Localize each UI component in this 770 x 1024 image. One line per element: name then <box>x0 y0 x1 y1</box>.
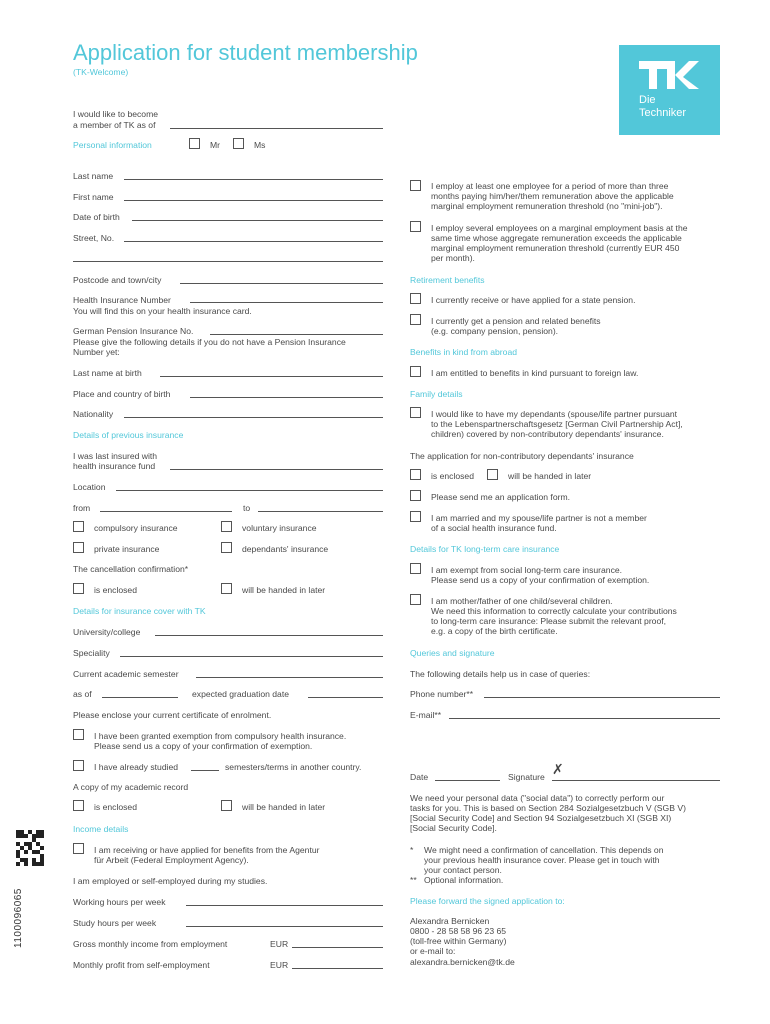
exempt-ltc-checkbox[interactable] <box>410 563 421 574</box>
ms-label: Ms <box>254 140 266 150</box>
married-label-2: of a social health insurance fund. <box>431 523 557 533</box>
university-label: University/college <box>73 627 141 637</box>
pension-related-label: I currently get a pension and related benefits <box>431 316 601 326</box>
contact-name: Alexandra Bernicken <box>410 916 490 926</box>
cancellation-later-label: will be handed in later <box>242 585 326 595</box>
section-personal-information: Personal information <box>73 140 152 150</box>
phone-field[interactable] <box>484 697 720 698</box>
parent-checkbox[interactable] <box>410 594 421 605</box>
cancellation-confirmation-label: The cancellation confirmation* <box>73 564 189 574</box>
location-field[interactable] <box>116 490 383 491</box>
compulsory-insurance-label: compulsory insurance <box>94 523 178 533</box>
record-later-label: will be handed in later <box>242 802 326 812</box>
send-form-label: Please send me an application form. <box>431 492 571 502</box>
gross-income-field[interactable] <box>292 947 383 948</box>
location-label: Location <box>73 482 106 492</box>
logo-line1: Die <box>639 94 656 106</box>
pension-related-checkbox[interactable] <box>410 314 421 325</box>
footnote-1-3: your contact person. <box>424 865 502 875</box>
already-studied-label: I have already studied <box>94 762 179 772</box>
street-label: Street, No. <box>73 233 115 243</box>
mr-label: Mr <box>210 140 221 150</box>
last-insured-label-2: health insurance fund <box>73 461 156 471</box>
compulsory-insurance-checkbox[interactable] <box>73 521 84 532</box>
dependants-label: I would like to have my dependants (spouse/life partner pursuant <box>431 409 678 419</box>
street-field-2[interactable] <box>73 261 383 262</box>
data-notice-3: [Social Security Code] and Section 94 Sozialgesetzbuch XI (SGB XI) <box>410 813 672 823</box>
mr-checkbox[interactable] <box>189 138 200 149</box>
pension-number-field[interactable] <box>210 334 383 335</box>
last-name-birth-field[interactable] <box>160 376 383 377</box>
employ-one-label-3: marginal employment remuneration threshold (no "mini-job"). <box>431 201 663 211</box>
gross-income-label: Gross monthly income from employment <box>73 939 228 949</box>
email-field[interactable] <box>449 718 720 719</box>
signature-label: Signature <box>508 772 545 782</box>
become-member-label-2: a member of TK as of <box>73 120 156 130</box>
cancellation-enclosed-label: is enclosed <box>94 585 137 595</box>
family-enclosed-checkbox[interactable] <box>410 469 421 480</box>
logo-line2: Techniker <box>639 107 687 119</box>
state-pension-label: I currently receive or have applied for a state pension. <box>431 295 636 305</box>
qr-code-icon <box>16 830 44 866</box>
entitled-abroad-label: I am entitled to benefits in kind pursuant to foreign law. <box>431 368 639 378</box>
tk-logo-icon <box>619 45 720 135</box>
to-field[interactable] <box>258 511 383 512</box>
employ-several-label: I employ several employees on a marginal employment basis at the <box>431 223 688 233</box>
cancellation-enclosed-checkbox[interactable] <box>73 583 84 594</box>
signature-field[interactable] <box>552 780 720 781</box>
academic-record-label: A copy of my academic record <box>73 782 189 792</box>
ms-checkbox[interactable] <box>233 138 244 149</box>
tk-logo <box>619 45 720 135</box>
footnote-1-2: your previous health insurance cover. Please get in touch with <box>424 855 660 865</box>
pension-hint: Please give the following details if you do not have a Pension Insurance <box>73 337 346 347</box>
working-hours-field[interactable] <box>186 905 383 906</box>
postcode-field[interactable] <box>180 283 383 284</box>
benefits-checkbox[interactable] <box>73 843 84 854</box>
exemption-label: I have been granted exemption from compulsory health insurance. <box>94 731 347 741</box>
data-notice-4: [Social Security Code]. <box>410 823 497 833</box>
gross-income-currency: EUR <box>270 939 289 949</box>
data-notice-2: tasks for you. This is based on Section 284 Sozialgesetzbuch V (SGB V) <box>410 803 686 813</box>
place-birth-field[interactable] <box>190 397 383 398</box>
section-income-details: Income details <box>73 824 129 834</box>
monthly-profit-label: Monthly profit from self-employment <box>73 960 210 970</box>
enrolment-note: Please enclose your current certificate of enrolment. <box>73 710 272 720</box>
to-label: to <box>243 503 251 513</box>
street-field[interactable] <box>124 241 383 242</box>
section-benefits-abroad: Benefits in kind from abroad <box>410 347 518 357</box>
record-enclosed-checkbox[interactable] <box>73 800 84 811</box>
parent-label-4: e.g. a copy of the birth certificate. <box>431 626 558 636</box>
pension-hint-2: Number yet: <box>73 347 120 357</box>
send-form-checkbox[interactable] <box>410 490 421 501</box>
date-of-birth-label: Date of birth <box>73 212 120 222</box>
footnote-2-mark: ** <box>410 875 417 885</box>
employ-several-checkbox[interactable] <box>410 221 421 232</box>
contact-phone: 0800 - 28 58 58 96 23 65 <box>410 926 507 936</box>
section-insurance-cover: Details for insurance cover with TK <box>73 606 206 616</box>
semester-label: Current academic semester <box>73 669 179 679</box>
section-queries-signature: Queries and signature <box>410 648 495 658</box>
nationality-label: Nationality <box>73 409 114 419</box>
semesters-count-field[interactable] <box>191 770 219 771</box>
study-hours-field[interactable] <box>186 926 383 927</box>
graduation-field[interactable] <box>308 697 383 698</box>
section-long-term-care: Details for TK long-term care insurance <box>410 544 560 554</box>
parent-label-3: to long-term care insurance: Please submit the relevant proof, <box>431 616 667 626</box>
last-name-birth-label: Last name at birth <box>73 368 142 378</box>
exempt-ltc-label-2: Please send us a copy of your confirmation of exemption. <box>431 575 650 585</box>
employ-one-label: I employ at least one employee for a period of more than three <box>431 181 669 191</box>
as-of-field[interactable] <box>102 697 178 698</box>
last-name-label: Last name <box>73 171 114 181</box>
footnote-1-mark: * <box>410 845 414 855</box>
page-subtitle: (TK-Welcome) <box>73 67 129 77</box>
date-label: Date <box>410 772 429 782</box>
pension-related-label-2: (e.g. company pension, pension). <box>431 326 559 336</box>
email-label: E-mail** <box>410 710 442 720</box>
dependants-label-3: children) covered by non-contributory dependants' insurance. <box>431 429 664 439</box>
place-birth-label: Place and country of birth <box>73 389 171 399</box>
as-of-label: as of <box>73 689 92 699</box>
from-field[interactable] <box>100 511 232 512</box>
benefits-label: I am receiving or have applied for benefits from the Agentur <box>94 845 320 855</box>
speciality-field[interactable] <box>120 656 383 657</box>
semester-field[interactable] <box>196 677 383 678</box>
postcode-label: Postcode and town/city <box>73 275 162 285</box>
contact-or: or e-mail to: <box>410 946 456 956</box>
health-insurance-number-label: Health Insurance Number <box>73 295 171 305</box>
section-retirement-benefits: Retirement benefits <box>410 275 485 285</box>
last-name-field[interactable] <box>124 179 383 180</box>
health-insurance-hint: You will find this on your health insurance card. <box>73 306 252 316</box>
married-label: I am married and my spouse/life partner is not a member <box>431 513 647 523</box>
monthly-profit-field[interactable] <box>292 968 383 969</box>
employ-one-label-2: months paying him/her/them remuneration above the applicable <box>431 191 674 201</box>
cancellation-later-checkbox[interactable] <box>221 583 232 594</box>
university-field[interactable] <box>155 635 383 636</box>
voluntary-insurance-label: voluntary insurance <box>242 523 317 533</box>
date-of-birth-field[interactable] <box>132 220 383 221</box>
family-enclosed-label: is enclosed <box>431 471 474 481</box>
data-notice: We need your personal data ("social data") to correctly perform our <box>410 793 665 803</box>
record-enclosed-label: is enclosed <box>94 802 137 812</box>
employ-several-label-3: marginal employment remuneration threshold (currently EUR 450 <box>431 243 680 253</box>
speciality-label: Speciality <box>73 648 110 658</box>
last-insured-field[interactable] <box>170 469 383 470</box>
from-label: from <box>73 503 91 513</box>
phone-label: Phone number** <box>410 689 474 699</box>
footnote-1: We might need a confirmation of cancellation. This depends on <box>424 845 664 855</box>
section-forward-application: Please forward the signed application to: <box>410 896 565 906</box>
benefits-label-2: für Arbeit (Federal Employment Agency). <box>94 855 249 865</box>
exemption-checkbox[interactable] <box>73 729 84 740</box>
semesters-other-label: semesters/terms in another country. <box>225 762 362 772</box>
queries-help-text: The following details help us in case of queries: <box>410 669 591 679</box>
voluntary-insurance-checkbox[interactable] <box>221 521 232 532</box>
first-name-field[interactable] <box>124 200 383 201</box>
contact-tollfree: (toll-free within Germany) <box>410 936 507 946</box>
state-pension-checkbox[interactable] <box>410 293 421 304</box>
employ-several-label-2: same time whose aggregate remuneration exceeds the applicable <box>431 233 682 243</box>
contact-email-link[interactable]: alexandra.bernicken@tk.de <box>410 957 515 967</box>
family-later-checkbox[interactable] <box>487 469 498 480</box>
monthly-profit-currency: EUR <box>270 960 289 970</box>
dependants-insurance-label: dependants' insurance <box>242 544 329 554</box>
health-insurance-number-field[interactable] <box>190 302 383 303</box>
dependants-insurance-checkbox[interactable] <box>221 542 232 553</box>
private-insurance-label: private insurance <box>94 544 160 554</box>
first-name-label: First name <box>73 192 114 202</box>
dependants-checkbox[interactable] <box>410 407 421 418</box>
employ-several-label-4: per month). <box>431 253 475 263</box>
dependants-label-2: to the Lebenspartnerschaftsgesetz [German Civil Partnership Act], <box>431 419 683 429</box>
working-hours-label: Working hours per week <box>73 897 166 907</box>
become-member-label: I would like to become <box>73 109 159 119</box>
study-hours-label: Study hours per week <box>73 918 157 928</box>
exempt-ltc-label: I am exempt from social long-term care insurance. <box>431 565 623 575</box>
employed-label: I am employed or self-employed during my studies. <box>73 876 268 886</box>
membership-date-field[interactable] <box>170 128 383 129</box>
document-number: 1100096065 <box>13 888 24 948</box>
family-later-label: will be handed in later <box>508 471 592 481</box>
signature-mark-icon: ✗ <box>552 761 564 777</box>
nationality-field[interactable] <box>124 417 383 418</box>
parent-label-2: We need this information to correctly calculate your contributions <box>431 606 677 616</box>
last-insured-label: I was last insured with <box>73 451 158 461</box>
noncontrib-application-label: The application for non-contributory dependants' insurance <box>410 451 634 461</box>
page-title: Application for student membership <box>73 40 418 65</box>
graduation-label: expected graduation date <box>192 689 289 699</box>
already-studied-checkbox[interactable] <box>73 760 84 771</box>
married-checkbox[interactable] <box>410 511 421 522</box>
entitled-abroad-checkbox[interactable] <box>410 366 421 377</box>
private-insurance-checkbox[interactable] <box>73 542 84 553</box>
pension-number-label: German Pension Insurance No. <box>73 326 194 336</box>
exemption-label-2: Please send us a copy of your confirmation of exemption. <box>94 741 313 751</box>
section-family-details: Family details <box>410 389 463 399</box>
footnote-2: Optional information. <box>424 875 504 885</box>
parent-label: I am mother/father of one child/several children. <box>431 596 613 606</box>
employ-one-checkbox[interactable] <box>410 180 421 191</box>
record-later-checkbox[interactable] <box>221 800 232 811</box>
section-previous-insurance: Details of previous insurance <box>73 430 184 440</box>
date-field[interactable] <box>435 780 500 781</box>
